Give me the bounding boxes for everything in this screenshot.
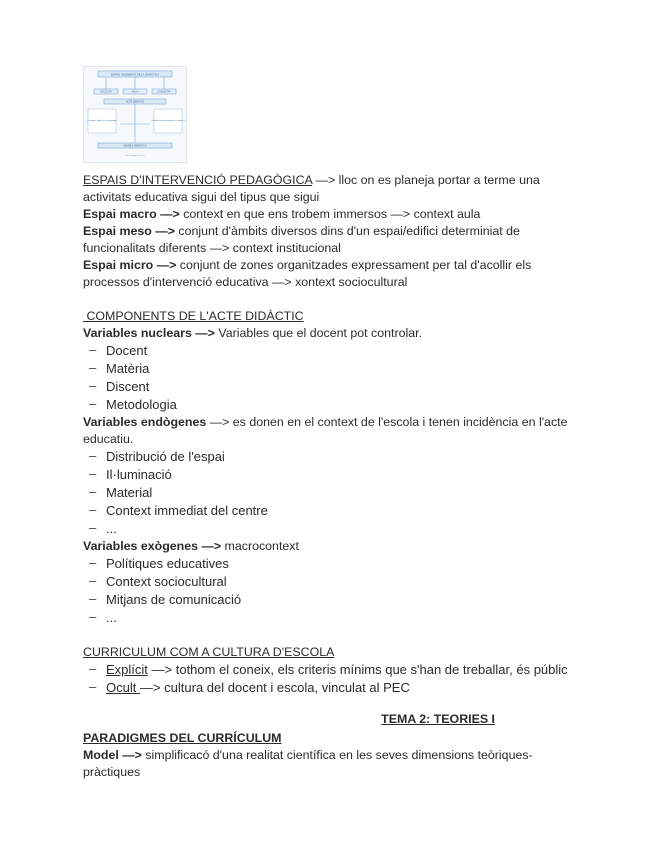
espai-macro-line: [83, 206, 583, 223]
list-item: – Mitjans de comunicació: [83, 591, 583, 609]
endogenes-text: —> es donen en el context de l'escola i tenen incidència en l'acte educatiu.: [83, 415, 568, 446]
espais-heading-rest: —> lloc on es planeja portar a terme una activitats educativa sigui del tipus que sigui: [83, 173, 540, 204]
endogenes-label: Variables endògenes: [83, 415, 207, 429]
diagram-acte-label: ACTE DIDÀCTIC: [125, 100, 145, 104]
model-label: Model —>: [83, 748, 142, 762]
list-item: – Il·luminació: [83, 466, 583, 484]
diagram-left-text: Contingut, objectius, metodologia: [87, 120, 117, 122]
model-line: [83, 747, 583, 781]
diagram-box-comunitat-label: COMUNITAT: [157, 91, 171, 94]
explicit-text: —> tothom el coneix, els criteris mínims que s'han de treballar, és públic: [147, 662, 568, 677]
exogenes-list: [83, 555, 583, 627]
diagram-caption: Font: Imatge de l'autor: [125, 155, 145, 157]
espai-micro-line: [83, 257, 583, 291]
didactic-spaces-diagram: [83, 66, 187, 163]
endogenes-list: [83, 448, 583, 538]
list-item: – Distribució de l'espai: [83, 448, 583, 466]
espais-heading: ESPAIS D'INTERVENCIÓ PEDAGÒGICA: [83, 173, 313, 187]
list-item: – Metodologia: [83, 396, 583, 414]
list-item: – ...: [83, 609, 583, 627]
diagram-title: ESPAIS I ELEMENTS DE LA DIDÀCTICA: [110, 73, 160, 77]
document-text: [83, 172, 583, 781]
nuclears-line: [83, 325, 583, 342]
list-item: – Polítiques educatives: [83, 555, 583, 573]
explicit-label: Explícit: [106, 662, 148, 677]
exogenes-line: [83, 538, 583, 555]
nuclears-text: Variables que el docent pot controlar.: [214, 326, 423, 340]
curriculum-heading: CURRICULUM COM A CULTURA D'ESCOLA: [83, 645, 335, 659]
exogenes-label: Variables exògenes —>: [83, 539, 222, 553]
diagram-svg: [84, 67, 186, 162]
espais-paragraph: [83, 172, 583, 206]
paradigmes-heading: PARADIGMES DEL CURRÍCULUM: [83, 731, 282, 745]
model-text: simplificacó d'una realitat científica en les seves dimensions teòriques-pràctiques: [83, 748, 533, 779]
list-item: [83, 679, 583, 697]
list-item: – Material: [83, 484, 583, 502]
list-item: – Context immediat del centre: [83, 502, 583, 520]
ocult-label: Ocult: [106, 680, 140, 695]
espai-meso-label: Espai meso —>: [83, 224, 175, 238]
list-item: – ...: [83, 520, 583, 538]
exogenes-text: macrocontext: [221, 539, 299, 553]
tema-title: TEMA 2: TEORIES I: [381, 712, 495, 726]
list-item: – Matèria: [83, 360, 583, 378]
diagram-bottom-label: MODELS DIDÀCTICS: [123, 145, 147, 148]
espai-macro-text: context en que ens trobem immersos —> context aula: [179, 207, 481, 221]
nuclears-label: Variables nuclears —>: [83, 326, 215, 340]
espai-macro-label: Espai macro —>: [83, 207, 180, 221]
list-item: – Context sociocultural: [83, 573, 583, 591]
ocult-text: —> cultura del docent i escola, vinculat al PEC: [139, 680, 410, 695]
nuclears-list: [83, 342, 583, 414]
espai-meso-line: [83, 223, 583, 257]
curriculum-list: [83, 661, 583, 697]
diagram-box-escolar-label: ESCOLAR: [100, 91, 112, 94]
components-heading: COMPONENTS DE L'ACTE DIDÀCTIC: [83, 309, 304, 323]
list-item: – Discent: [83, 378, 583, 396]
diagram-right-text: Variables nuclears endògenes i exògenes: [151, 120, 185, 122]
espai-micro-label: Espai micro —>: [83, 258, 177, 272]
espai-micro-text: conjunt de zones organitzades expressament per tal d'acollir els processos d'intervenció educativa —> xontext sociocultural: [83, 258, 532, 289]
espai-meso-text: conjunt d'àmbits diversos dins d'un espai/edifici determiniat de funcionalitats diferents —> context institucional: [83, 224, 520, 255]
list-item: [83, 661, 583, 679]
list-item: – Docent: [83, 342, 583, 360]
endogenes-line: [83, 414, 583, 448]
diagram-box-aula-label: AULA: [131, 91, 139, 94]
